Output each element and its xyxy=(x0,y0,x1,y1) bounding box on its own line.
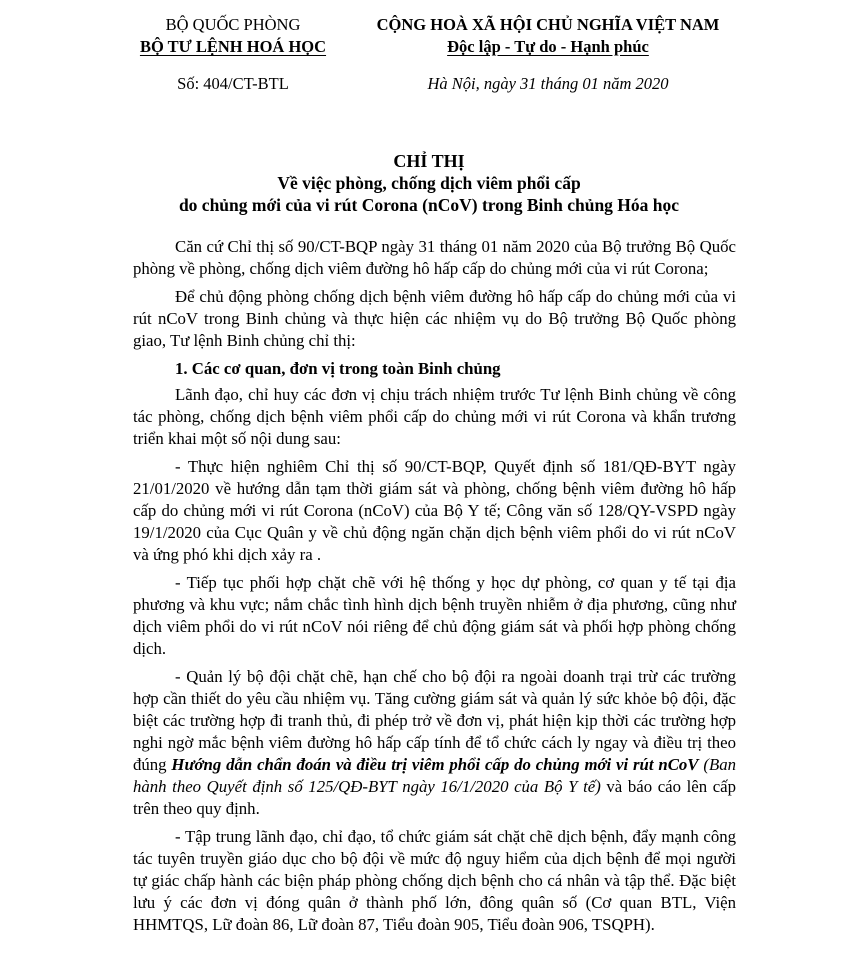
paragraph-6-text-a: - Quản lý bộ đội chặt chẽ, hạn chế cho bộ đội ra ngoài doanh trại trừ các trường hợp cần thiết do yêu cầu nhiệm vụ. Tăng cường giám sát và quản lý sức khỏe bộ đội, đặc biệt các trường hợp đi tranh thủ, đi phép trở về đơn vị, phát hiện kịp thời các trường hợp nghi ngờ mắc bệnh viêm đường hô hấp cấp tính để tổ chức cách ly ngay và điều trị theo đúng xyxy=(133,667,736,774)
title-line-2: Về việc phòng, chống dịch viêm phổi cấp xyxy=(277,173,581,193)
paragraph-7: - Tập trung lãnh đạo, chỉ đạo, tổ chức giám sát chặt chẽ dịch bệnh, đẩy mạnh công tác tuyên truyền giáo dục cho bộ đội về mức độ nguy hiểm của dịch bệnh để mọi người tự giác chấp hành các biện pháp phòng chống dịch bệnh cho cá nhân và tập thể. Đặc biệt lưu ý các đơn vị đóng quân ở thành phố lớn, đông quân số (Cơ quan BTL, Viện HHMTQS, Lữ đoàn 86, Lữ đoàn 87, Tiểu đoàn 905, Tiểu đoàn 906, TSQPH). xyxy=(133,827,736,934)
document-body xyxy=(133,236,736,942)
motto-text: Độc lập - Tự do - Hạnh phúc xyxy=(447,37,649,56)
paragraph-1: Căn cứ Chỉ thị số 90/CT-BQP ngày 31 tháng 01 năm 2020 của Bộ trưởng Bộ Quốc phòng về phòng, chống dịch viêm đường hô hấp cấp do chủng mới của vi rút Corona; xyxy=(133,237,736,278)
motto xyxy=(350,36,746,58)
republic-name: CỘNG HOÀ XÃ HỘI CHỦ NGHĨA VIỆT NAM xyxy=(376,15,720,34)
issuer-block xyxy=(118,14,348,58)
title-line-3: do chủng mới của vi rút Corona (nCoV) trong Binh chủng Hóa học xyxy=(178,195,680,215)
section-1-heading: 1. Các cơ quan, đơn vị trong toàn Binh chủng xyxy=(175,359,501,378)
title-line-1: CHỈ THỊ xyxy=(393,151,465,171)
guideline-title: Hướng dẫn chẩn đoán và điều trị viêm phổi cấp do chủng mới vi rút nCoV xyxy=(171,755,699,774)
ministry-name: BỘ QUỐC PHÒNG xyxy=(165,15,301,34)
paragraph-6 xyxy=(133,666,736,820)
document-date: Hà Nội, ngày 31 tháng 01 năm 2020 xyxy=(427,74,669,93)
paragraph-4: - Thực hiện nghiêm Chỉ thị số 90/CT-BQP, Quyết định số 181/QĐ-BYT ngày 21/01/2020 về hướng dẫn tạm thời giám sát và phòng, chống bệnh viêm đường hô hấp cấp do chủng mới vi rút Corona (nCoV) của Bộ Y tế; Công văn số 128/QY-VSPD ngày 19/1/2020 của Cục Quân y về chủ động ngăn chặn dịch bệnh viêm phổi do vi rút nCoV và ứng phó khi dịch xảy ra . xyxy=(133,457,736,564)
document-number: Số: 404/CT-BTL xyxy=(177,74,289,93)
national-heading xyxy=(350,14,746,58)
paragraph-2: Để chủ động phòng chống dịch bệnh viêm đường hô hấp cấp do chủng mới của vi rút nCoV trong Binh chủng và thực hiện các nhiệm vụ do Bộ trưởng Bộ Quốc phòng giao, Tư lệnh Binh chủng chỉ thị: xyxy=(133,287,736,350)
guideline-reference: (Ban hành theo Quyết định số 125/QĐ-BYT ngày 16/1/2020 của Bộ Y tế) xyxy=(133,755,736,796)
paragraph-5: - Tiếp tục phối hợp chặt chẽ với hệ thống y học dự phòng, cơ quan y tế tại địa phương và khu vực; nắm chắc tình hình dịch bệnh truyền nhiễm ở địa phương, cũng như dịch viêm phổi do vi rút nCoV nói riêng để chủ động giám sát và phối hợp phòng chống dịch. xyxy=(133,573,736,658)
paragraph-6-text-d: và báo cáo lên cấp trên theo quy định. xyxy=(133,777,736,818)
command-name-text: BỘ TƯ LỆNH HOÁ HỌC xyxy=(139,37,327,56)
paragraph-3: Lãnh đạo, chỉ huy các đơn vị chịu trách nhiệm trước Tư lệnh Binh chủng về công tác phòng, chống dịch bệnh viêm phổi cấp do chủng mới vi rút Corona và khẩn trương triển khai một số nội dung sau: xyxy=(133,385,736,448)
document-title xyxy=(120,150,738,216)
command-name xyxy=(118,36,348,58)
